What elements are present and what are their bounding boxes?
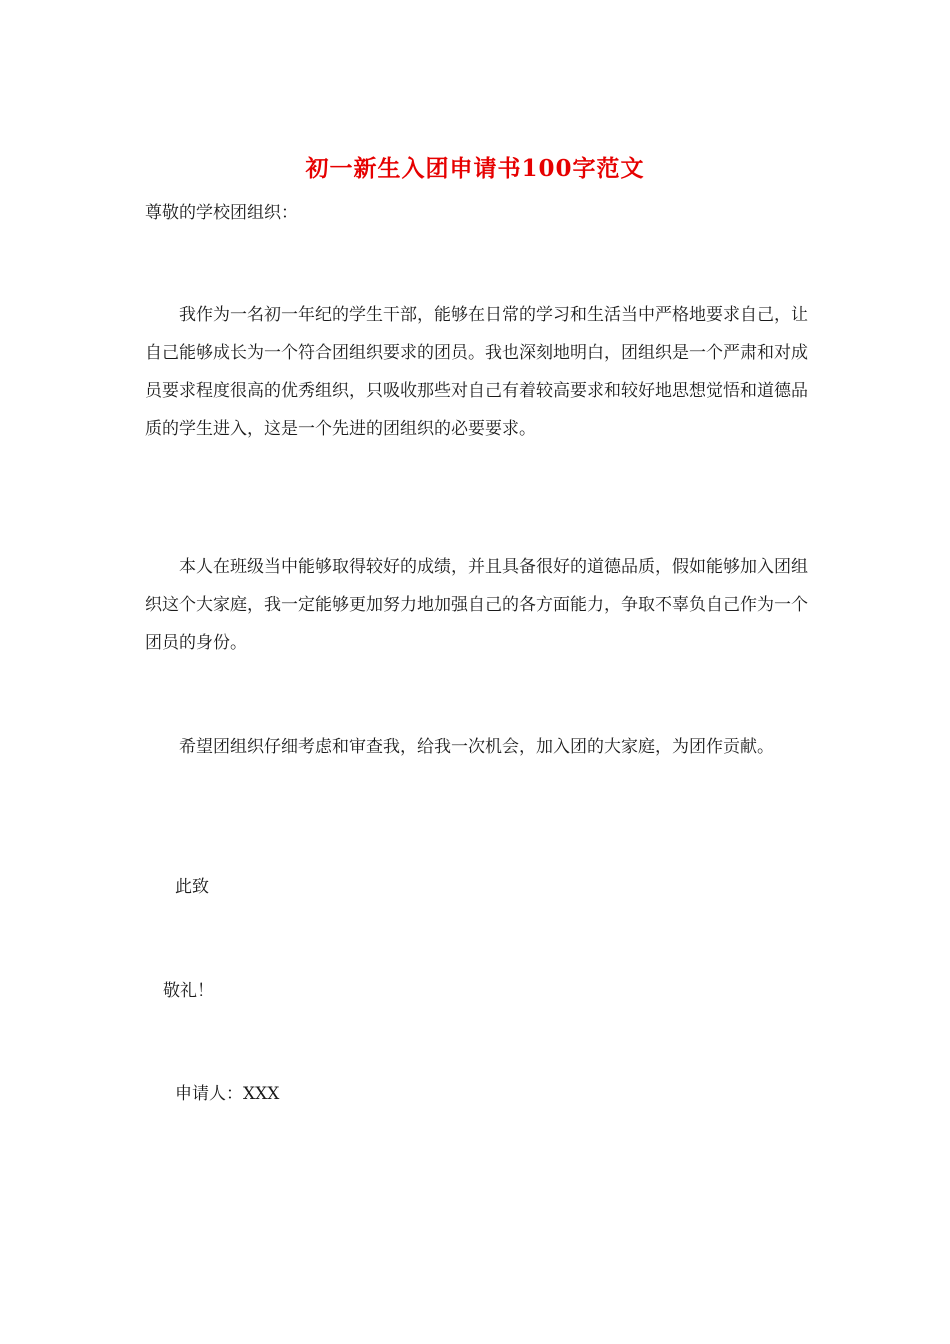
body-paragraph-1: 我作为一名初一年纪的学生干部，能够在日常的学习和生活当中严格地要求自己，让自己能够成长为一个符合团组织要求的团员。我也深刻地明白，团组织是一个严肃和对成员要求程度很高的优秀组织，只吸收那些对自己有着较高要求和较好地思想觉悟和道德品质的学生进入，这是一个先进的团组织的必要要求。 [145, 305, 808, 439]
body-paragraph-2: 本人在班级当中能够取得较好的成绩，并且具备很好的道德品质，假如能够加入团组织这个大家庭，我一定能够更加努力地加强自己的各方面能力，争取不辜负自己作为一个团员的身份。 [145, 557, 808, 653]
document-title: 初一新生入团申请书100字范文 [305, 155, 645, 182]
closing-line-1: 此致 [175, 877, 209, 897]
salutation: 尊敬的学校团组织： [145, 203, 298, 223]
body-paragraph-3: 希望团组织仔细考虑和审查我，给我一次机会，加入团的大家庭，为团作贡献。 [179, 737, 774, 757]
signature: 申请人：XXX [175, 1084, 280, 1104]
closing-line-2: 敬礼！ [163, 981, 214, 1001]
